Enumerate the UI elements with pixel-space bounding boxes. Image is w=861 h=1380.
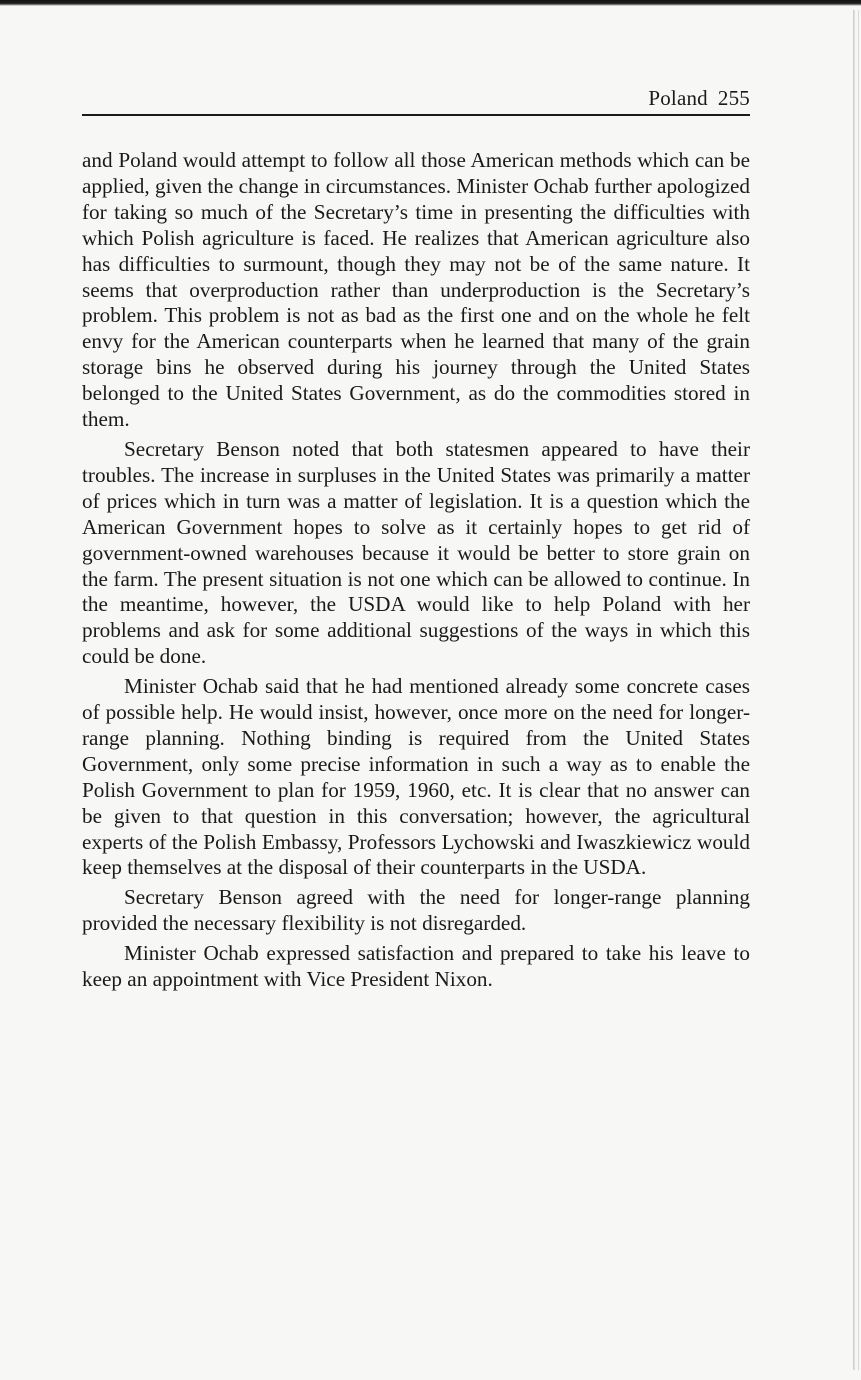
body-text [82, 148, 750, 997]
scan-top-edge [0, 0, 861, 6]
paragraph-ochab-leave: Minister Ochab expressed satisfaction and prepared to take his leave to keep an appointment with Vice President Nixon. [82, 941, 750, 992]
scan-right-edge [853, 10, 855, 1370]
paragraph-continuation: and Poland would attempt to follow all those American methods which can be applied, given the change in circumstances. Minister Ochab further apologized for taking so much of the Secretary’s time in presenting the difficulties with which Polish agriculture is faced. He realizes that American agriculture also has difficulties to surmount, though they may not be of the same nature. It seems that overproduction rather than underproduction is the Secretary’s problem. This problem is not as bad as the first one and on the whole he felt envy for the American counterparts when he learned that many of the grain storage bins he observed during his journey through the United States belonged to the United States Government, as do the commodities stored in them. [82, 148, 750, 432]
running-head [82, 84, 750, 112]
scan-right-edge-inner [858, 10, 859, 1370]
page-number: 255 [717, 86, 750, 110]
header-rule [82, 114, 750, 116]
paragraph-benson-agreed: Secretary Benson agreed with the need for longer-range planning provided the necessary flexibility is not disregarded. [82, 885, 750, 936]
paragraph-ochab-planning: Minister Ochab said that he had mentioned already some concrete cases of possible help. He would insist, however, once more on the need for longer-range planning. Nothing binding is required from the United States Government, only some precise information in such a way as to enable the Polish Government to plan for 1959, 1960, etc. It is clear that no answer can be given to that question in this conversation; however, the agricultural experts of the Polish Embassy, Professors Lychowski and Iwaszkiewicz would keep themselves at the disposal of their counterparts in the USDA. [82, 674, 750, 880]
paragraph-benson-troubles: Secretary Benson noted that both statesmen appeared to have their troubles. The increase in surpluses in the United States was primarily a matter of prices which in turn was a matter of legislation. It is a question which the American Government hopes to solve as it certainly hopes to get rid of government-owned warehouses because it would be better to store grain on the farm. The present situation is not one which can be allowed to continue. In the meantime, however, the USDA would like to help Poland with her problems and ask for some additional suggestions of the ways in which this could be done. [82, 436, 750, 669]
running-head-title: Poland [648, 86, 708, 110]
